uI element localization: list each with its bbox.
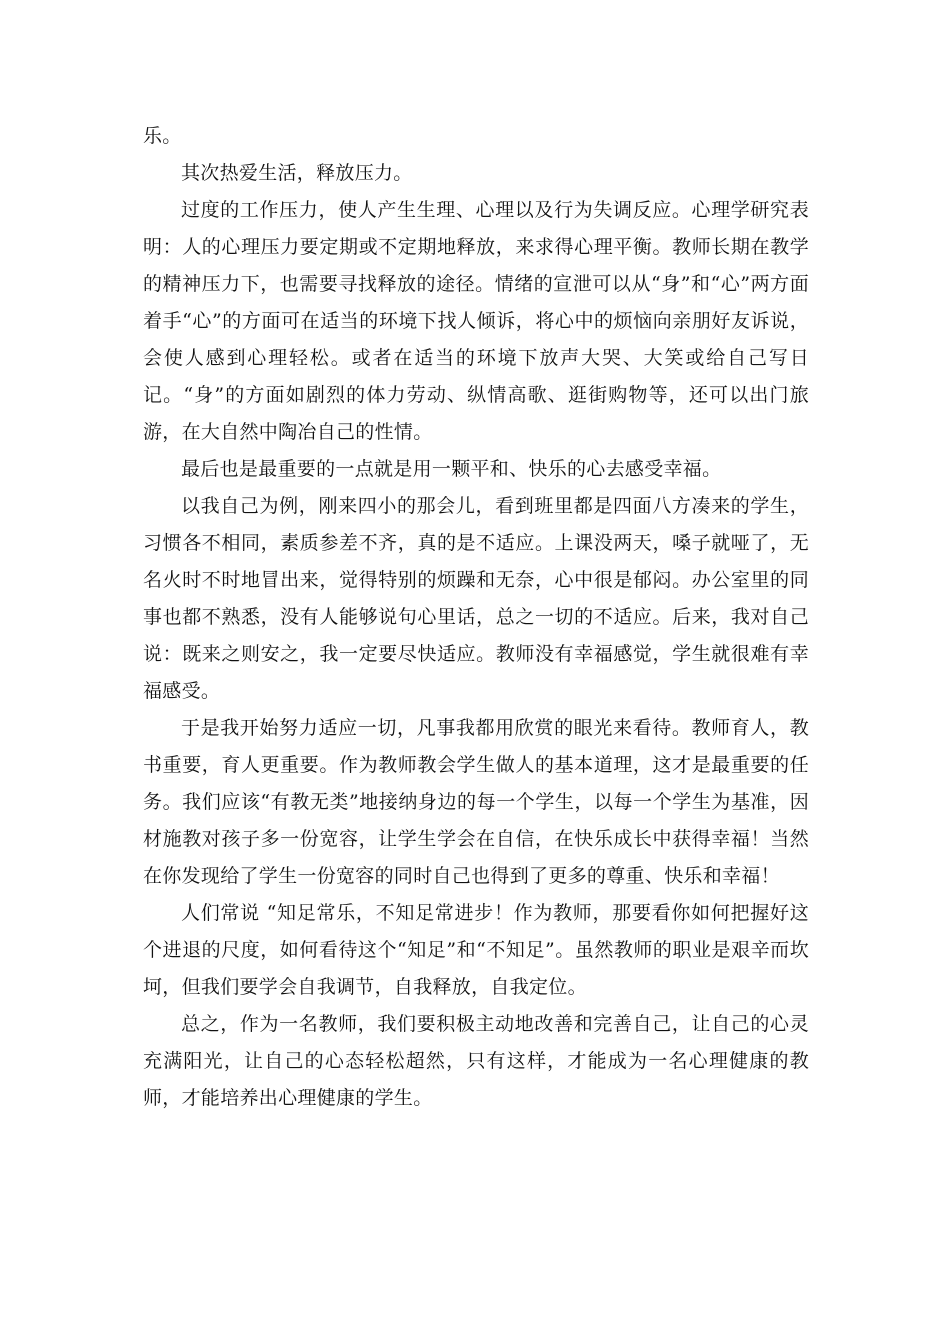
paragraph-feel-happiness-heading: 最后也是最重要的一点就是用一颗平和、快乐的心去感受幸福。: [181, 458, 722, 480]
paragraph-adapt-and-teach: 于是我开始努力适应一切，凡事我都用欣赏的眼光来看待。教师育人，教书重要，育人更重要。作为教师教会学生做人的基本道理，这才是最重要的任务。我们应该“有教无类”地接纳身边的每一个学生，以每一个学生为基准，因材施教对孩子多一份宽容，让学生学会在自信，在快乐成长中获得幸福！当然在你发现给了学生一份宽容的同时自己也得到了更多的尊重、快乐和幸福！: [143, 717, 809, 887]
document-body: [143, 118, 809, 1117]
paragraph-conclusion: 总之，作为一名教师，我们要积极主动地改善和完善自己，让自己的心灵充满阳光，让自己的心态轻松超然，只有这样，才能成为一名心理健康的教师，才能培养出心理健康的学生。: [143, 1013, 809, 1109]
paragraph-continuation: 乐。: [143, 125, 182, 147]
paragraph-love-life-heading: 其次热爱生活，释放压力。: [181, 162, 413, 184]
paragraph-personal-example: 以我自己为例，刚来四小的那会儿，看到班里都是四面八方凑来的学生，习惯各不相同，素质参差不齐，真的是不适应。上课没两天，嗓子就哑了，无名火时不时地冒出来，觉得特别的烦躁和无奈，心中很是郁闷。办公室里的同事也都不熟悉，没有人能够说句心里话，总之一切的不适应。后来，我对自己说：既来之则安之，我一定要尽快适应。教师没有幸福感觉，学生就很难有幸福感受。: [143, 495, 809, 702]
paragraph-work-pressure: 过度的工作压力，使人产生生理、心理以及行为失调反应。心理学研究表明：人的心理压力要定期或不定期地释放，来求得心理平衡。教师长期在教学的精神压力下，也需要寻找释放的途径。情绪的宣泄可以从“身”和“心”两方面着手“心”的方面可在适当的环境下找人倾诉，将心中的烦恼向亲朋好友诉说，会使人感到心理轻松。或者在适当的环境下放声大哭、大笑或给自己写日记。“身”的方面如剧烈的体力劳动、纵情高歌、逛街购物等，还可以出门旅游，在大自然中陶冶自己的性情。: [143, 199, 809, 443]
paragraph-contentment: 人们常说 “知足常乐，不知足常进步！作为教师，那要看你如何把握好这个进退的尺度，如何看待这个“知足”和“不知足”。虽然教师的职业是艰辛而坎坷，但我们要学会自我调节，自我释放，自我定位。: [143, 902, 809, 998]
